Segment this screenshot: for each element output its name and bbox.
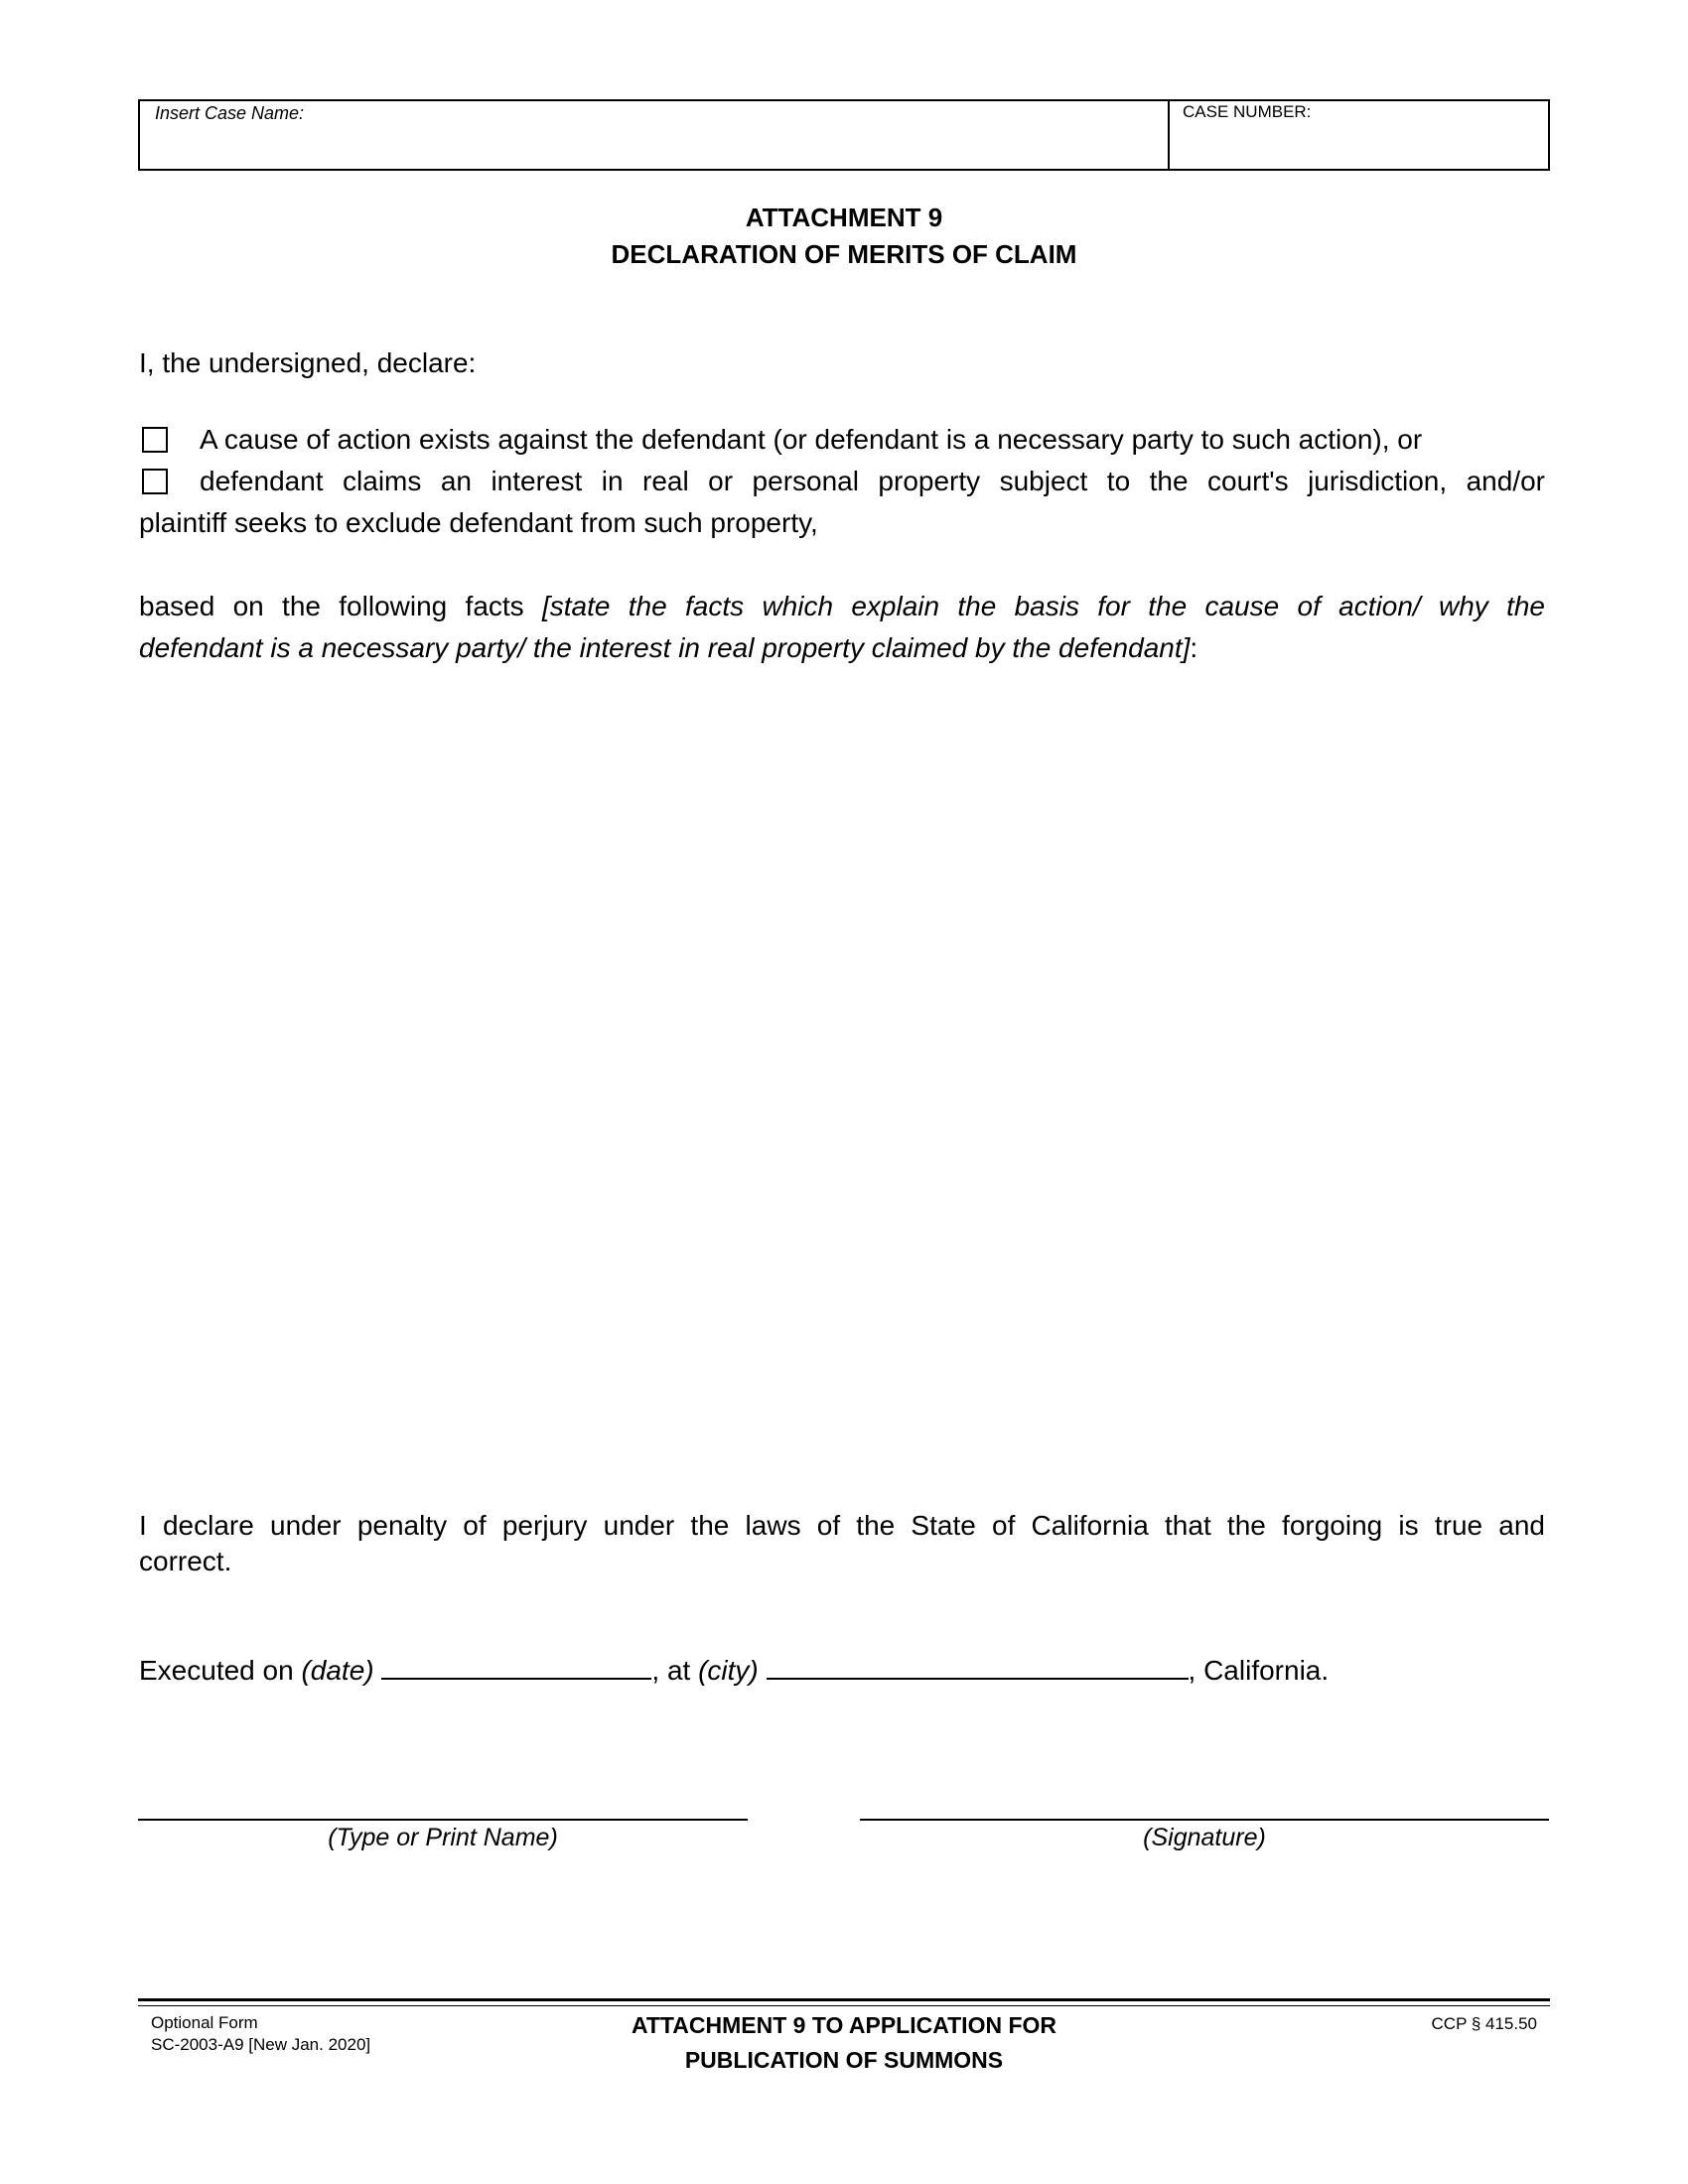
city-label: (city) [698,1655,759,1686]
footer-rule-thick [138,1998,1550,2001]
footer-rule-thin [138,2005,1550,2006]
city-blank[interactable] [767,1648,1189,1680]
name-line[interactable] [138,1819,748,1821]
footer-statute: CCP § 415.50 [1431,2014,1537,2033]
case-name-cell [140,101,1170,169]
attachment-title: ATTACHMENT 9 [745,203,943,232]
executed-prefix: Executed on [139,1655,302,1686]
executed-middle: , at [651,1655,699,1686]
footer-title-line1: ATTACHMENT 9 TO APPLICATION FOR [631,2012,1057,2038]
form-number: SC-2003-A9 [New Jan. 2020] [151,2035,371,2054]
facts-instruction-2: defendant is a necessary party/ the interest in real property claimed by the defendant] [139,632,1191,663]
name-line-label: (Type or Print Name) [328,1824,558,1851]
cause-of-action-text: A cause of action exists against the defendant (or defendant is a necessary party to such action), or [200,424,1423,455]
case-name-label: Insert Case Name: [155,103,305,123]
optional-form-label: Optional Form [151,2013,258,2032]
facts-textarea[interactable] [139,695,1549,1493]
footer-title-line2: PUBLICATION OF SUMMONS [684,2047,1004,2073]
executed-line [139,1648,1329,1692]
signature-line[interactable] [860,1819,1549,1821]
facts-instruction-1: [state the facts which explain the basis for the cause of action/ why the [541,591,1545,621]
facts-prompt-line1 [139,586,1545,627]
facts-prompt-line2 [139,627,1197,669]
case-number-cell [1170,101,1548,169]
date-blank[interactable] [381,1648,651,1680]
footer-center [516,2008,1172,2078]
facts-colon: : [1190,632,1198,663]
executed-suffix: , California. [1188,1655,1330,1686]
facts-lead: based on the following facts [139,591,542,621]
intro-text: I, the undersigned, declare: [139,347,477,378]
case-name-input[interactable] [148,129,1160,165]
declaration-title: DECLARATION OF MERITS OF CLAIM [611,239,1077,269]
property-interest-checkbox[interactable] [142,469,168,494]
case-header-box [138,99,1550,171]
cause-of-action-checkbox[interactable] [142,427,168,453]
footer-left [151,2012,370,2056]
date-label: (date) [301,1655,374,1686]
declaration-line1: I declare under penalty of perjury under the laws of the State of California that the forgoing is true and [139,1510,1545,1541]
case-number-input[interactable] [1178,129,1540,165]
property-interest-text-line2: plaintiff seeks to exclude defendant from such property, [139,507,818,538]
property-interest-text-line1: defendant claims an interest in real or personal property subject to the court's jurisdiction, and/or [200,466,1545,496]
declaration-line2: correct. [139,1546,232,1576]
case-number-label: CASE NUMBER: [1183,102,1312,121]
signature-line-label: (Signature) [1143,1824,1266,1851]
